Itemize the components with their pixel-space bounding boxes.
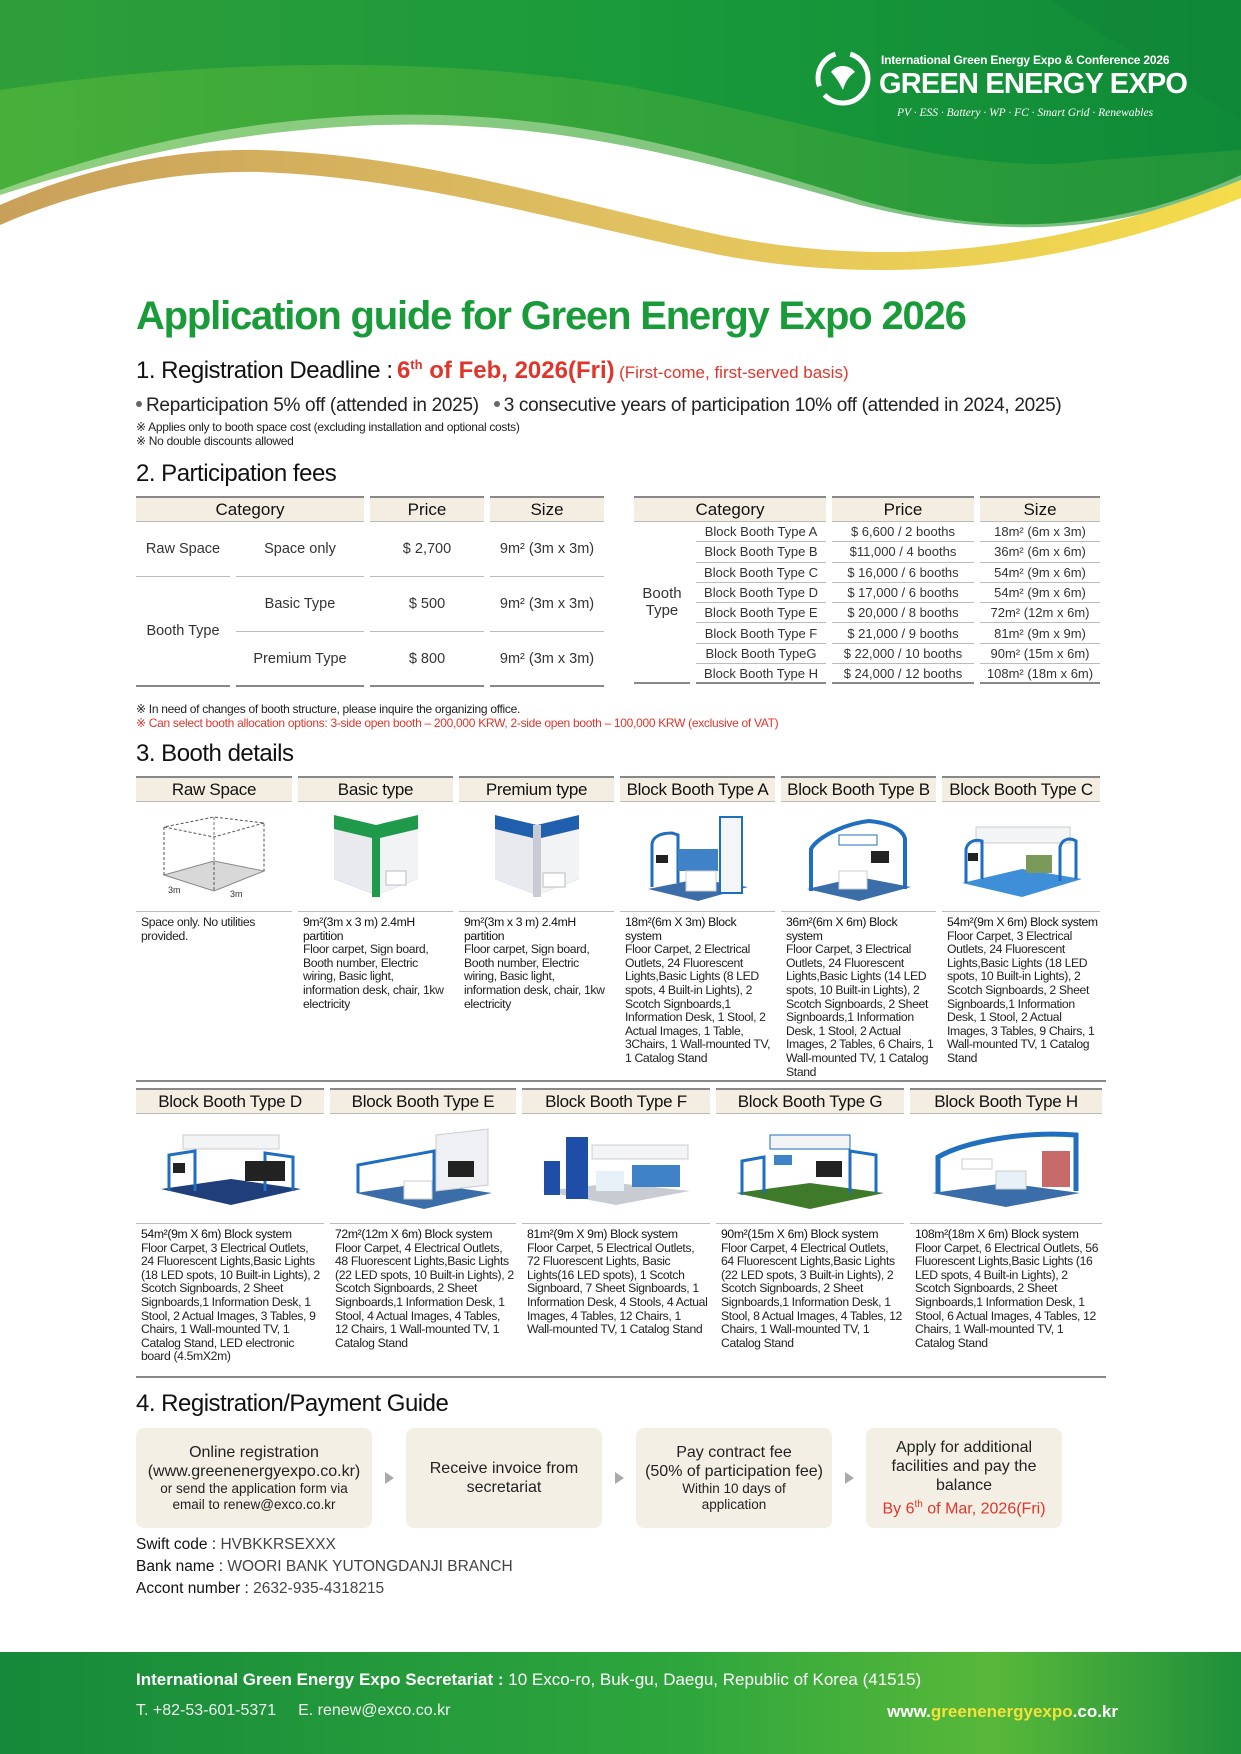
booth-spec: 9m²(3m x 3 m) 2.4mH partition — [464, 915, 576, 943]
step-online-registration — [136, 1428, 372, 1528]
header-category: Category — [136, 496, 364, 522]
account-value: 2632-935-4318215 — [253, 1580, 385, 1597]
swift-label: Swift code : — [136, 1536, 221, 1553]
step-text: Online registration — [189, 1444, 319, 1461]
booth-spec: 36m²(6m X 6m) Block system — [786, 915, 898, 943]
block-booth-e-image — [348, 1121, 498, 1217]
payment-steps — [136, 1428, 1106, 1528]
dimension-label: 3m — [230, 888, 243, 899]
swift-value: HVBKKRSEXXX — [220, 1536, 336, 1553]
dimension-label: 3m — [168, 884, 181, 895]
due-prefix: By 6 — [882, 1500, 915, 1518]
arrow-right-icon — [602, 1472, 636, 1484]
step-text: or send the application form via — [160, 1481, 348, 1496]
step-text: Within 10 days of — [682, 1481, 786, 1496]
registration-deadline — [136, 350, 1106, 389]
booth-card-premium — [459, 776, 614, 1080]
booth-desc-text: Floor Carpet, 6 Electrical Outlets, 56 Fluorescent Lights,Basic Lights (16 LED spots, 4 Built-in Lights), 2 Scotch Signboards, 2 Sheet Signboards,1 Information Desk, 1 Stool, 6 Actual Images, 4 Tables, 12 Chairs, 1 Wall-mounted TV, 1 Catalog Stand — [915, 1240, 1099, 1350]
booth-spec: 54m²(9m X 6m) Block system — [947, 915, 1098, 929]
booth-desc-text: Floor Carpet, 3 Electrical Outlets, 24 Fluorescent Lights,Basic Lights (14 LED spots, 10 Built-in Lights), 2 Scotch Signboards, 2 Sheet Signboards,1 Information Desk, 1 Stool, 2 Actual Images, 2 Tables, 6 Chairs, 1 Wall-mounted TV, 1 Catalog Stand — [786, 942, 934, 1079]
booth-spec: 9m²(3m x 3 m) 2.4mH partition — [303, 915, 415, 943]
booth-desc-text: Floor Carpet, 3 Electrical Outlets, 24 Fluorescent Lights,Basic Lights (18 LED spots, 10 Built-in Lights), 2 Scotch Signboards, 2 Sheet Signboards,1 Information Desk, 1 Stool, 2 Actual Images, 3 Tables, 9 Chairs, 1 Wall-mounted TV, 1 Catalog Stand, LED electronic board (4.5mX2m) — [141, 1240, 320, 1364]
booth-desc-text: Floor Carpet, 5 Electrical Outlets, 72 Fluorescent Lights, Basic Lights(16 LED spots), 1 Scotch Signboard, 7 Sheet Signboards, 1 Information Desk, 4 Stools, 4 Actual Images, 4 Tables, 12 Chairs, 1 Wall-mounted TV, 1 Catalog Stand — [527, 1240, 708, 1337]
arrow-right-icon — [372, 1472, 406, 1484]
row-price: $ 22,000 / 10 booths — [832, 644, 974, 664]
booth-description — [136, 1224, 324, 1376]
block-booth-f-image — [536, 1121, 696, 1217]
step-text: Pay contract fee — [676, 1444, 792, 1461]
booth-description — [298, 912, 453, 1080]
block-booth-a-image — [638, 809, 758, 905]
booth-desc-text: Floor Carpet, 3 Electrical Outlets, 24 Fluorescent Lights,Basic Lights (18 LED spots, 10 Built-in Lights), 2 Scotch Signboards, 2 Sheet Signboards,1 Information Desk, 1 Stool, 2 Actual Images, 3 Tables, 9 Chairs, 1 Wall-mounted TV, 1 Catalog Stand — [947, 928, 1095, 1065]
block-booth-b-image — [799, 809, 919, 905]
booth-card-block-f — [522, 1088, 710, 1376]
fees-table-basic — [130, 496, 610, 687]
booth-card-raw-space — [136, 776, 292, 1080]
row-type: Block Booth Type F — [696, 623, 826, 643]
table-row — [634, 644, 1100, 664]
booth-desc-text: Floor Carpet, 4 Electrical Outlets, 64 Fluorescent Lights,Basic Lights (22 LED spots, 3 Built-in Lights), 2 Scotch Signboards, 2 Sheet Signboards,1 Information Desk, 1 Stool, 8 Actual Images, 4 Tables, 12 Chairs, 1 Wall-mounted TV, 1 Catalog Stand — [721, 1240, 902, 1350]
row-size: 72m² (12m x 6m) — [980, 603, 1100, 623]
booth-description — [781, 912, 936, 1080]
row-price: $ 800 — [370, 632, 484, 687]
section2-title: 2. Participation fees — [136, 460, 337, 487]
booth-name: Block Booth Type C — [942, 776, 1100, 802]
booth-card-block-g — [716, 1088, 904, 1376]
brand-subtitle: International Green Energy Expo & Conference 2026 — [881, 53, 1170, 67]
row-price: $ 24,000 / 12 booths — [832, 664, 974, 684]
step-text: Apply for additional — [895, 1438, 1033, 1456]
booth-card-block-b — [781, 776, 936, 1080]
row-price: $ 2,700 — [370, 522, 484, 577]
row-size: 36m² (6m x 6m) — [980, 542, 1100, 562]
row-price: $ 500 — [370, 577, 484, 632]
row-size: 81m² (9m x 9m) — [980, 623, 1100, 643]
step-text: facilities and pay the — [891, 1457, 1037, 1475]
row-type: Block Booth Type A — [696, 522, 826, 542]
booth-description — [910, 1224, 1102, 1376]
booth-name: Raw Space — [136, 776, 292, 802]
account-number — [136, 1578, 1106, 1600]
row-type: Block Booth Type C — [696, 563, 826, 583]
step-pay-contract — [636, 1428, 832, 1528]
bullet-icon — [494, 401, 500, 407]
step-text: secretariat — [466, 1479, 542, 1496]
row-group: Booth Type — [634, 522, 690, 684]
row-group: Booth Type — [136, 577, 230, 687]
booth-spec: 81m²(9m X 9m) Block system — [527, 1227, 678, 1241]
step-pay-balance — [866, 1428, 1062, 1528]
booth-spec: 72m²(12m X 6m) Block system — [335, 1227, 493, 1241]
table-row — [136, 577, 604, 632]
booth-desc-text: Floor carpet, Sign board, Booth number, Electric wiring, Basic light, information desk, chair, 1kw electricity — [464, 942, 605, 1011]
bullet-icon — [136, 401, 142, 407]
footer-phone: T. +82-53-601-5371 — [136, 1702, 277, 1719]
table-header-row — [634, 496, 1100, 522]
page-title: Application guide for Green Energy Expo 2026 — [136, 294, 966, 338]
booth-image — [330, 1114, 516, 1224]
row-type: Premium Type — [236, 632, 364, 687]
booth-details-row-1 — [136, 776, 1106, 1082]
booth-image — [716, 1114, 904, 1224]
section1-title: 1. Registration Deadline : — [136, 357, 393, 384]
row-size: 54m² (9m x 6m) — [980, 563, 1100, 583]
booth-image — [459, 802, 614, 912]
booth-image — [620, 802, 775, 912]
block-booth-d-image — [155, 1121, 305, 1217]
table-row — [634, 603, 1100, 623]
booth-card-block-h — [910, 1088, 1102, 1376]
block-booth-h-image — [926, 1121, 1086, 1217]
step-text: (50% of participation fee) — [645, 1463, 823, 1480]
booth-card-block-c — [942, 776, 1100, 1080]
booth-desc-text: Space only. No utilities provided. — [141, 915, 255, 943]
booth-desc-text: Floor carpet, Sign board, Booth number, Electric wiring, Basic light, information desk, chair, 1kw electricity — [303, 942, 444, 1011]
booth-image — [522, 1114, 710, 1224]
booth-card-block-e — [330, 1088, 516, 1376]
due-rest: of Mar, 2026(Fri) — [922, 1500, 1046, 1518]
block-booth-c-image — [956, 809, 1086, 905]
booth-card-basic — [298, 776, 453, 1080]
table-row — [634, 664, 1100, 684]
booth-name: Block Booth Type F — [522, 1088, 710, 1114]
fees-tables — [136, 496, 1106, 696]
booth-spec: 90m²(15m X 6m) Block system — [721, 1227, 879, 1241]
table-row — [634, 522, 1100, 542]
booth-desc-text: Floor Carpet, 2 Electrical Outlets, 24 Fluorescent Lights,Basic Lights (8 LED spots, 4 Built-in Lights), 2 Scotch Signboards,1 Information Desk, 1 Stool, 2 Actual Images, 1 Table, 3Chairs, 1 Wall-mounted TV, 1 Catalog Stand — [625, 942, 771, 1065]
booth-image — [910, 1114, 1102, 1224]
table-header-row — [136, 496, 604, 522]
web-prefix: www. — [887, 1702, 931, 1721]
booth-description — [942, 912, 1100, 1080]
booth-image — [136, 802, 292, 912]
raw-space-cube-icon — [154, 809, 274, 905]
row-price: $11,000 / 4 booths — [832, 542, 974, 562]
row-price: $ 6,600 / 2 booths — [832, 522, 974, 542]
page-content — [136, 292, 1106, 1600]
deadline-day-suffix: th — [410, 357, 423, 372]
bank-label: Bank name : — [136, 1558, 228, 1575]
step-text: Receive invoice from — [429, 1460, 579, 1477]
basic-booth-image — [326, 807, 426, 907]
deadline-date — [397, 357, 615, 384]
row-type: Block Booth Type H — [696, 664, 826, 684]
fees-table-block — [628, 496, 1106, 684]
table-row — [634, 583, 1100, 603]
booth-description — [459, 912, 614, 1080]
discounts — [136, 395, 1106, 417]
row-size: 9m² (3m x 3m) — [490, 632, 604, 687]
header-price: Price — [832, 496, 974, 522]
booth-description — [716, 1224, 904, 1376]
bank-value: WOORI BANK YUTONGDANJI BRANCH — [227, 1558, 513, 1575]
table-row — [634, 623, 1100, 643]
fees-notes — [136, 702, 1106, 730]
footer-address-text: 10 Exco-ro, Buk-gu, Daegu, Republic of Korea (41515) — [503, 1670, 922, 1689]
header-price: Price — [370, 496, 484, 522]
booth-image — [942, 802, 1100, 912]
step-text: application — [701, 1497, 767, 1512]
booth-name: Block Booth Type G — [716, 1088, 904, 1114]
deadline-date-rest: of Feb, 2026(Fri) — [422, 357, 615, 384]
row-size: 90m² (15m x 6m) — [980, 644, 1100, 664]
row-price: $ 16,000 / 6 booths — [832, 563, 974, 583]
booth-details-row-2 — [136, 1088, 1106, 1378]
note-applies: ※ Applies only to booth space cost (excluding installation and optional costs) — [136, 420, 520, 434]
booth-spec: 54m²(9m X 6m) Block system — [141, 1227, 292, 1241]
booth-spec: 18m²(6m X 3m) Block system — [625, 915, 737, 943]
section4-title: 4. Registration/Payment Guide — [136, 1390, 449, 1417]
step-text: (www.greenenergyexpo.co.kr) — [147, 1463, 361, 1480]
header-size: Size — [980, 496, 1100, 522]
booth-name: Block Booth Type E — [330, 1088, 516, 1114]
footer — [0, 1652, 1241, 1754]
banner-wave-graphic — [0, 0, 1241, 270]
booth-name: Block Booth Type D — [136, 1088, 324, 1114]
discount-reparticipation: Reparticipation 5% off (attended in 2025) — [146, 395, 479, 416]
footer-website-link[interactable] — [887, 1702, 1118, 1722]
row-type: Block Booth Type B — [696, 542, 826, 562]
booth-name: Block Booth Type H — [910, 1088, 1102, 1114]
booth-desc-text: Floor Carpet, 4 Electrical Outlets, 48 Fluorescent Lights,Basic Lights (22 LED spots, 10 Built-in Lights), 2 Scotch Signboards, 2 Sheet Signboards,1 Information Desk, 1 Stool, 4 Actual Images, 4 Tables, 12 Chairs, 1 Wall-mounted TV, 1 Catalog Stand — [335, 1240, 514, 1350]
premium-booth-image — [487, 807, 587, 907]
balance-due-date — [882, 1495, 1045, 1518]
note-booth-structure: ※ In need of changes of booth structure, please inquire the organizing office. — [136, 702, 521, 716]
table-row — [634, 542, 1100, 562]
booth-card-block-a — [620, 776, 775, 1080]
swift-code — [136, 1534, 1106, 1556]
table-row — [634, 563, 1100, 583]
booth-name: Block Booth Type B — [781, 776, 936, 802]
booth-description — [620, 912, 775, 1080]
bank-info — [136, 1534, 1106, 1600]
header-banner — [0, 0, 1241, 270]
row-size: 54m² (9m x 6m) — [980, 583, 1100, 603]
row-price: $ 20,000 / 8 booths — [832, 603, 974, 623]
footer-address — [136, 1670, 921, 1690]
row-group: Raw Space — [136, 522, 230, 577]
bank-name — [136, 1556, 1106, 1578]
footer-contact — [136, 1702, 450, 1720]
expo-logo-icon — [815, 50, 871, 106]
account-label: Accont number : — [136, 1580, 254, 1597]
table-row — [136, 522, 604, 577]
discount-consecutive: 3 consecutive years of participation 10% off (attended in 2024, 2025) — [503, 395, 1062, 416]
web-highlight: greenenergyexpo — [930, 1702, 1073, 1721]
row-size: 9m² (3m x 3m) — [490, 522, 604, 577]
step-text: email to renew@exco.co.kr — [172, 1497, 336, 1512]
booth-description — [522, 1224, 710, 1376]
booth-name: Basic type — [298, 776, 453, 802]
section3-title: 3. Booth details — [136, 740, 294, 767]
row-size: 108m² (18m x 6m) — [980, 664, 1100, 684]
row-type: Space only — [236, 522, 364, 577]
row-type: Basic Type — [236, 577, 364, 632]
arrow-right-icon — [832, 1472, 866, 1484]
web-suffix: .co.kr — [1072, 1702, 1118, 1721]
row-size: 9m² (3m x 3m) — [490, 577, 604, 632]
step-receive-invoice — [406, 1428, 602, 1528]
header-category: Category — [634, 496, 826, 522]
footer-org: International Green Energy Expo Secretariat : — [136, 1670, 504, 1689]
row-type: Block Booth Type D — [696, 583, 826, 603]
booth-image — [298, 802, 453, 912]
booth-name: Block Booth Type A — [620, 776, 775, 802]
header-size: Size — [490, 496, 604, 522]
booth-image — [781, 802, 936, 912]
note-no-double: ※ No double discounts allowed — [136, 434, 294, 448]
booth-image — [136, 1114, 324, 1224]
footer-email[interactable]: E. renew@exco.co.kr — [298, 1702, 451, 1719]
brand-tags: PV · ESS · Battery · WP · FC · Smart Grid · Renewables — [897, 107, 1154, 119]
due-suffix: th — [914, 1498, 923, 1510]
booth-name: Premium type — [459, 776, 614, 802]
booth-description — [330, 1224, 516, 1376]
booth-spec: 108m²(18m X 6m) Block system — [915, 1227, 1079, 1241]
booth-description — [136, 912, 292, 1080]
note-allocation-options: ※ Can select booth allocation options: 3-side open booth – 200,000 KRW, 2-side open booth – 100,000 KRW (exclusive of VAT) — [136, 716, 779, 730]
row-type: Block Booth Type E — [696, 603, 826, 623]
row-price: $ 21,000 / 9 booths — [832, 623, 974, 643]
row-type: Block Booth TypeG — [696, 644, 826, 664]
row-price: $ 17,000 / 6 booths — [832, 583, 974, 603]
step-text: balance — [935, 1476, 993, 1494]
deadline-day: 6 — [396, 357, 411, 384]
booth-card-block-d — [136, 1088, 324, 1376]
row-size: 18m² (6m x 3m) — [980, 522, 1100, 542]
brand-name: GREEN ENERGY EXPO — [879, 68, 1188, 100]
block-booth-g-image — [730, 1121, 890, 1217]
deadline-note: (First-come, first-served basis) — [619, 363, 849, 382]
